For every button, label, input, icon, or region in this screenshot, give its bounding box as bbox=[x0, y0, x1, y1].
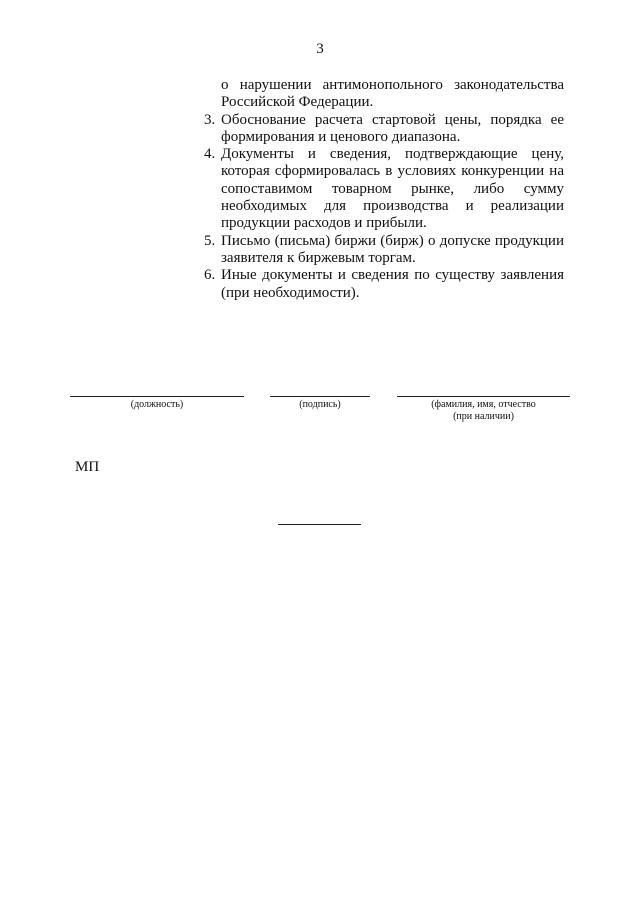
position-caption: (должность) bbox=[130, 399, 184, 410]
full-name-caption-line1: (фамилия, имя, отчество bbox=[431, 399, 536, 410]
list-item-number: 6. bbox=[204, 267, 216, 284]
list-item-text: Обоснование расчета стартовой цены, порядка ее формирования и ценового диапазона. bbox=[221, 111, 564, 145]
full-name-caption bbox=[397, 399, 570, 423]
signature-line bbox=[270, 396, 370, 397]
list-item-3 bbox=[200, 112, 564, 147]
list-item-text: о нарушении антимонопольного законодательства Российской Федерации. bbox=[221, 77, 564, 111]
page-number: 3 bbox=[316, 41, 324, 57]
list-item-text: Документы и сведения, подтверждающие цену, которая сформировалась в условиях конкуренции на сопоставимом товарном рынке, либо сумму необходимых для производства и реализации продукции расходов и прибыли. bbox=[221, 146, 564, 232]
document-list bbox=[200, 77, 564, 302]
list-item-number: 4. bbox=[204, 146, 216, 163]
list-item-number: 5. bbox=[204, 232, 216, 249]
stamp-label: МП bbox=[75, 459, 100, 475]
list-item-number: 3. bbox=[204, 111, 216, 128]
position-signature-line bbox=[70, 396, 244, 397]
list-item-text: Письмо (письма) биржи (бирж) о допуске продукции заявителя к биржевым торгам. bbox=[221, 232, 564, 266]
signature-caption: (подпись) bbox=[299, 399, 341, 410]
list-item-5 bbox=[200, 233, 564, 268]
full-name-caption-line2: (при наличии) bbox=[453, 411, 514, 422]
list-item-6 bbox=[200, 267, 564, 302]
list-item-continuation bbox=[200, 77, 564, 112]
list-item-4 bbox=[200, 146, 564, 232]
end-of-document-rule bbox=[278, 524, 361, 525]
full-name-signature-line bbox=[397, 396, 570, 397]
list-item-text: Иные документы и сведения по существу заявления (при необходимости). bbox=[221, 267, 564, 301]
